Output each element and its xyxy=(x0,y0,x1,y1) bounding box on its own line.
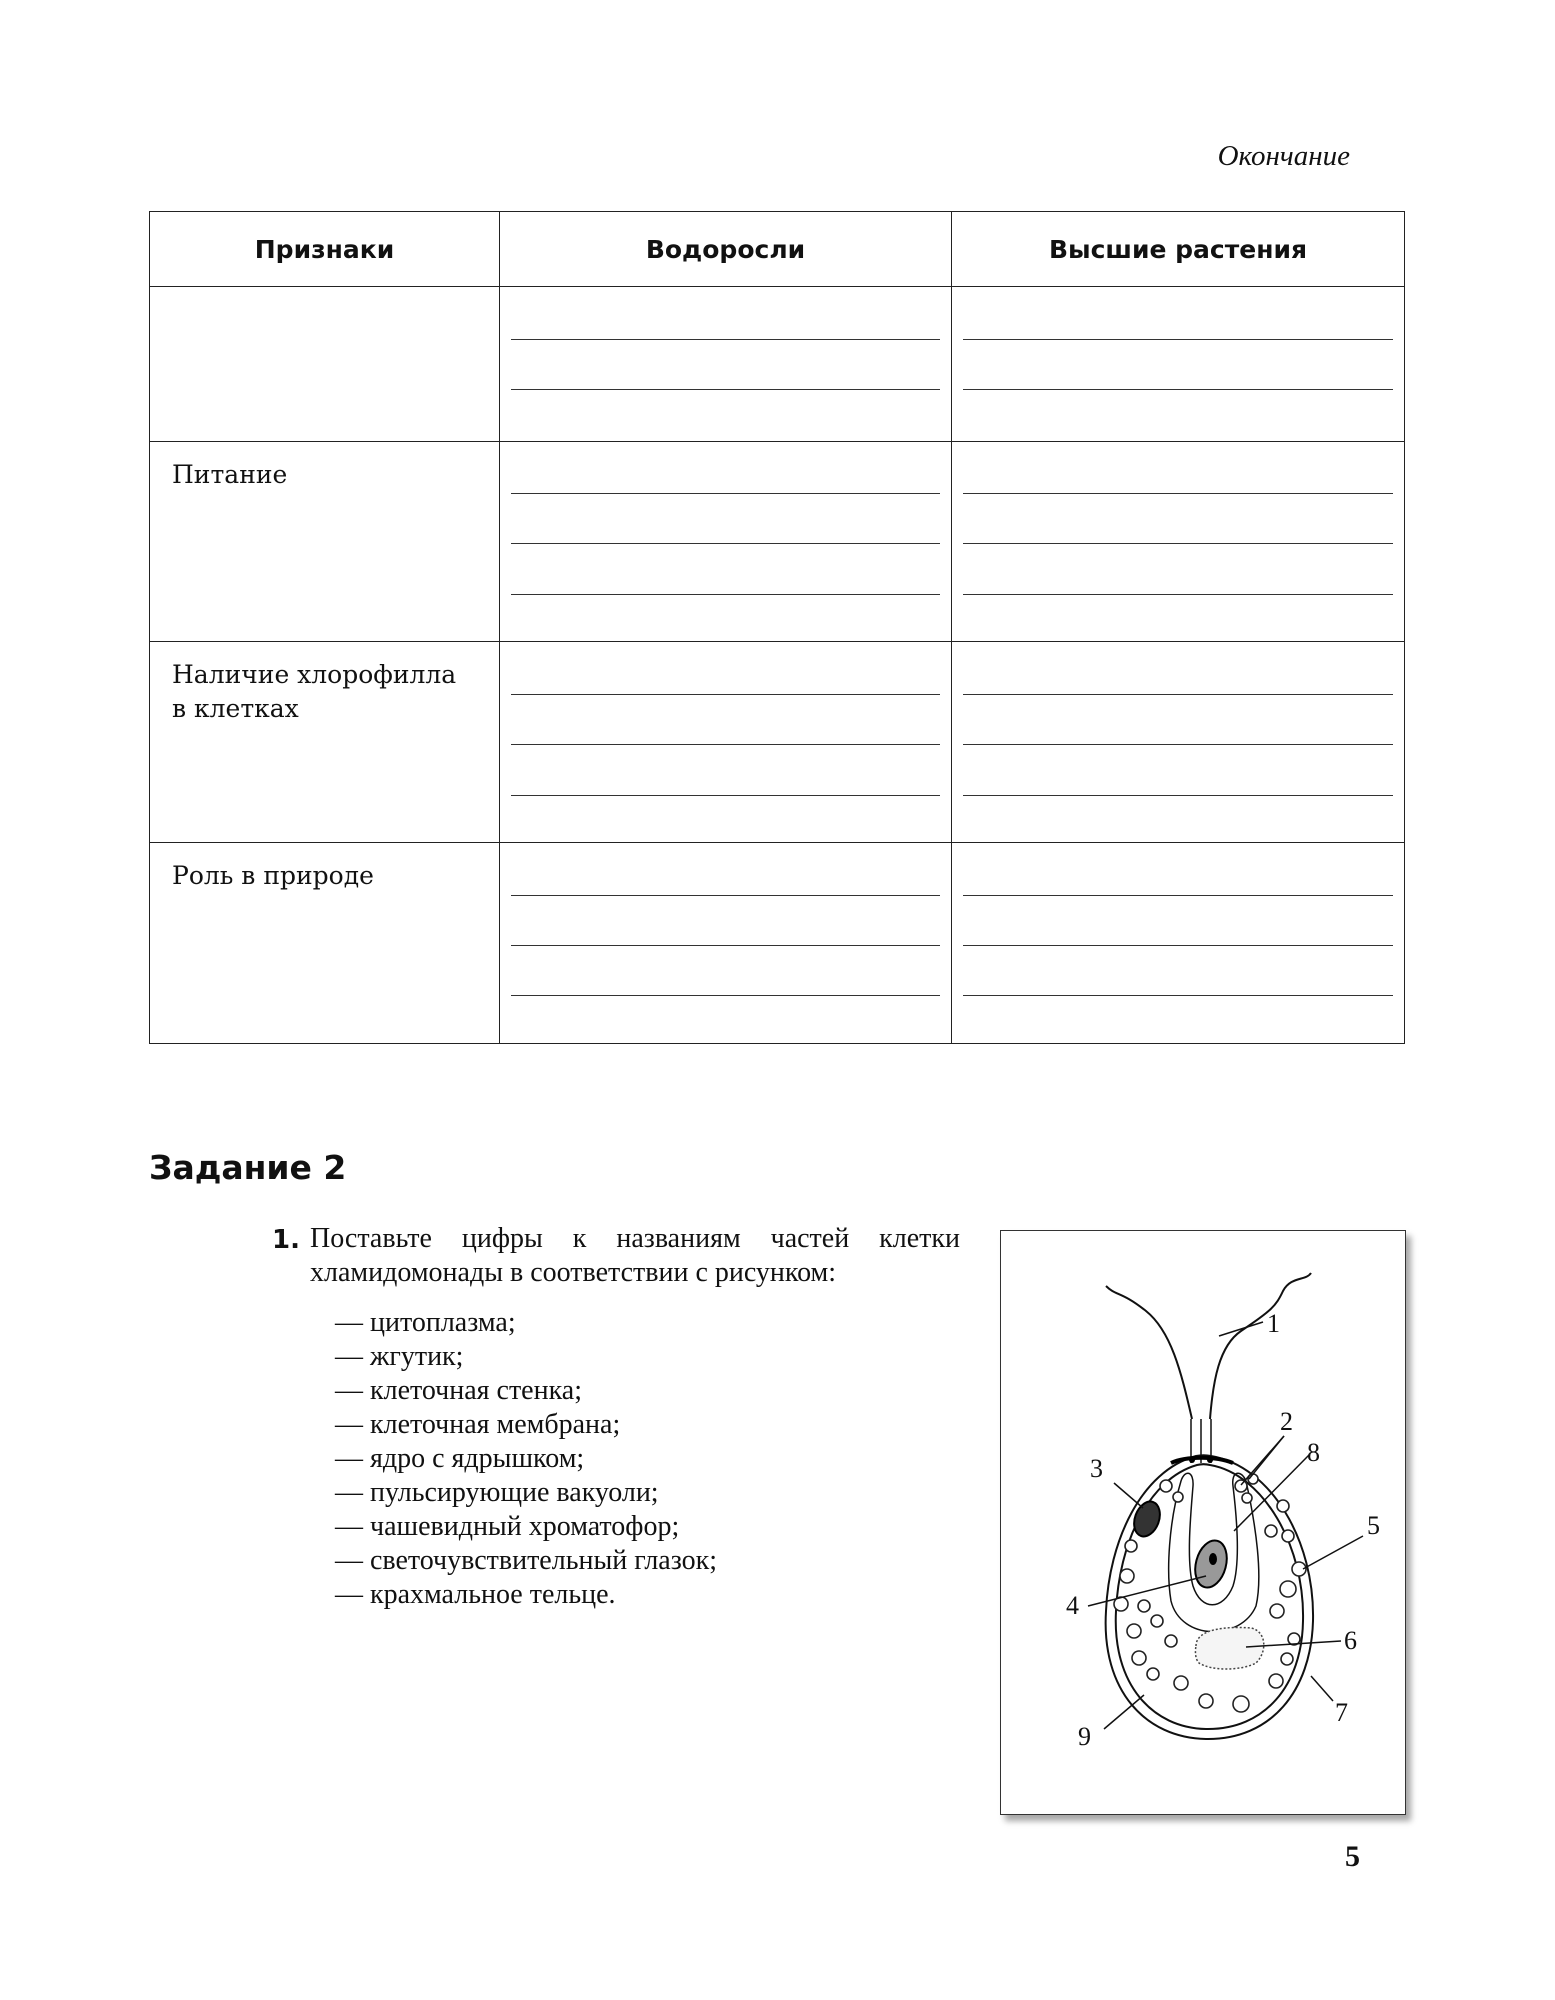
question-text: Поставьте цифры к названиям частей клетки хламидомонады в соответствии с рисунком: xyxy=(310,1223,960,1288)
write-line xyxy=(963,543,1393,544)
list-item: — клеточная мембрана; xyxy=(335,1409,621,1440)
higher-plants-answer-cell[interactable] xyxy=(952,442,1405,642)
task-title: Задание 2 xyxy=(149,1148,347,1187)
table-row xyxy=(150,642,1405,843)
figure-label-9: 9 xyxy=(1078,1722,1091,1751)
row-label: Роль в природе xyxy=(172,861,374,890)
higher-plants-answer-cell[interactable] xyxy=(952,843,1405,1044)
comparison-table xyxy=(149,211,1405,1044)
list-item: — жгутик; xyxy=(335,1341,464,1372)
write-line xyxy=(511,694,940,695)
cell-parts-list xyxy=(335,1306,717,1612)
page-number: 5 xyxy=(1345,1840,1360,1873)
figure-label-2: 2 xyxy=(1280,1407,1293,1436)
write-line xyxy=(963,493,1393,494)
write-line xyxy=(511,895,940,896)
write-line xyxy=(963,694,1393,695)
row-label: Наличие хлорофилла в клетках xyxy=(172,660,457,723)
write-line xyxy=(963,995,1393,996)
list-item: — светочувствительный глазок; xyxy=(335,1545,717,1576)
continuation-label: Окончание xyxy=(1217,140,1350,172)
write-line xyxy=(963,339,1393,340)
algae-answer-cell[interactable] xyxy=(500,442,952,642)
header-higher-plants: Высшие растения xyxy=(952,212,1405,287)
write-line xyxy=(511,945,940,946)
flagellum-right xyxy=(1210,1273,1311,1419)
write-line xyxy=(511,339,940,340)
higher-plants-answer-cell[interactable] xyxy=(952,287,1405,442)
write-line xyxy=(963,594,1393,595)
figure-label-6: 6 xyxy=(1344,1626,1357,1655)
chlamydomonas-diagram xyxy=(1001,1231,1405,1814)
figure-label-4: 4 xyxy=(1066,1591,1079,1620)
eyespot xyxy=(1130,1498,1165,1540)
row-label-cell xyxy=(150,642,500,843)
figure-label-1: 1 xyxy=(1267,1309,1280,1338)
write-line xyxy=(963,895,1393,896)
header-algae: Водоросли xyxy=(500,212,952,287)
write-line xyxy=(511,389,940,390)
row-label-cell xyxy=(150,287,500,442)
algae-answer-cell[interactable] xyxy=(500,642,952,843)
nucleolus xyxy=(1209,1553,1217,1565)
flagellum-left xyxy=(1106,1286,1192,1419)
starch-body xyxy=(1195,1627,1263,1669)
table-header-row xyxy=(150,212,1405,287)
write-line xyxy=(511,795,940,796)
figure-label-8: 8 xyxy=(1307,1438,1320,1467)
write-line xyxy=(511,493,940,494)
row-label xyxy=(150,287,499,319)
higher-plants-answer-cell[interactable] xyxy=(952,642,1405,843)
write-line xyxy=(511,594,940,595)
figure-label-3: 3 xyxy=(1090,1454,1103,1483)
list-item: — цитоплазма; xyxy=(335,1307,516,1338)
algae-answer-cell[interactable] xyxy=(500,843,952,1044)
write-line xyxy=(511,744,940,745)
figure-label-7: 7 xyxy=(1335,1698,1348,1727)
list-item: — чашевидный хроматофор; xyxy=(335,1511,680,1542)
row-label-cell xyxy=(150,442,500,642)
write-line xyxy=(963,795,1393,796)
question-number: 1. xyxy=(272,1225,300,1255)
chlamydomonas-figure xyxy=(1000,1230,1406,1815)
table-row xyxy=(150,442,1405,642)
table-row xyxy=(150,843,1405,1044)
write-line xyxy=(963,945,1393,946)
table-row xyxy=(150,287,1405,442)
list-item: — клеточная стенка; xyxy=(335,1375,582,1406)
write-line xyxy=(963,744,1393,745)
write-line xyxy=(511,543,940,544)
list-item: — пульсирующие вакуоли; xyxy=(335,1477,659,1508)
list-item: — ядро с ядрышком; xyxy=(335,1443,585,1474)
write-line xyxy=(963,389,1393,390)
list-item: — крахмальное тельце. xyxy=(335,1579,616,1610)
algae-answer-cell[interactable] xyxy=(500,287,952,442)
row-label: Питание xyxy=(172,460,288,489)
header-features: Признаки xyxy=(150,212,500,287)
row-label-cell xyxy=(150,843,500,1044)
write-line xyxy=(511,995,940,996)
figure-label-5: 5 xyxy=(1367,1511,1380,1540)
